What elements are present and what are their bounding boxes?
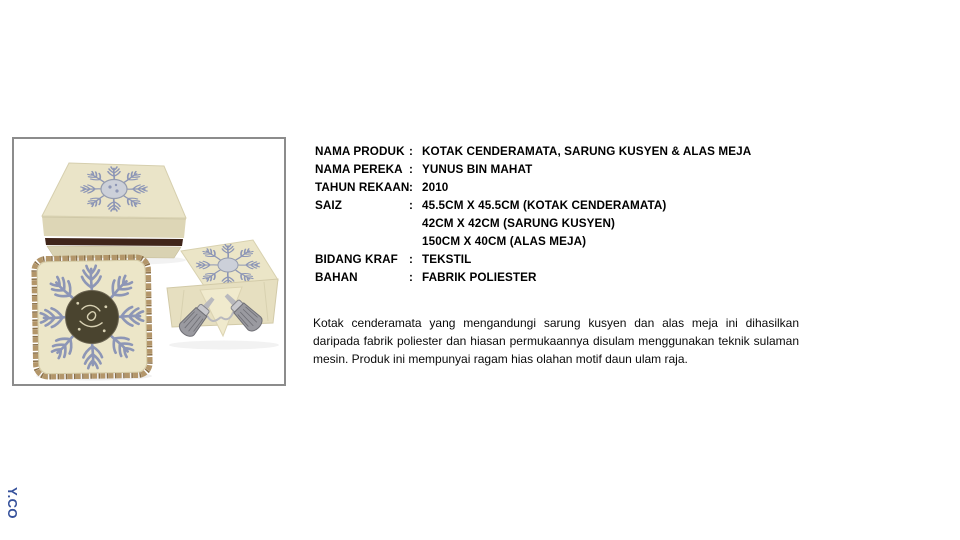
watermark-text: Y.CO <box>5 487 20 519</box>
product-photo-frame <box>12 137 286 386</box>
info-label: BAHAN <box>315 271 358 284</box>
info-separator: : <box>409 271 413 284</box>
info-label: SAIZ <box>315 199 343 212</box>
info-row-bidang-kraf <box>315 251 751 269</box>
info-row-nama-pereka <box>315 161 751 179</box>
info-label: NAMA PRODUK <box>315 145 405 158</box>
info-label: NAMA PEREKA <box>315 163 403 176</box>
product-photo <box>14 139 284 384</box>
info-value: TEKSTIL <box>422 253 472 266</box>
info-label: TAHUN REKAAN <box>315 181 410 194</box>
gift-box-illustration <box>42 163 186 265</box>
info-separator: : <box>409 253 413 266</box>
table-runner-illustration <box>167 240 279 350</box>
info-row-bahan <box>315 269 751 287</box>
info-label: BIDANG KRAF <box>315 253 398 266</box>
info-value: FABRIK POLIESTER <box>422 271 537 284</box>
info-row-saiz <box>315 197 751 251</box>
product-info <box>315 143 751 287</box>
info-value: 2010 <box>422 181 449 194</box>
info-row-tahun-rekaan <box>315 179 751 197</box>
info-row-nama-produk <box>315 143 751 161</box>
description-paragraph: Kotak cenderamata yang mengandungi sarung kusyen dan alas meja ini dihasilkan daripada fabrik poliester dan hiasan permukaannya disulam menggunakan teknik sulaman mesin. Produk ini mempunyai ragam hias olahan motif daun ulam raja. <box>313 316 799 366</box>
info-separator: : <box>409 163 413 176</box>
info-value: 45.5CM X 45.5CM (KOTAK CENDERAMATA) 42CM X 42CM (SARUNG KUSYEN) 150CM X 40CM (ALAS MEJA) <box>422 199 667 248</box>
cushion-cover-illustration <box>34 257 152 380</box>
info-value: KOTAK CENDERAMATA, SARUNG KUSYEN & ALAS MEJA <box>422 145 752 158</box>
info-value: YUNUS BIN MAHAT <box>422 163 533 176</box>
info-separator: : <box>409 145 413 158</box>
info-separator: : <box>409 181 413 194</box>
info-separator: : <box>409 199 413 212</box>
